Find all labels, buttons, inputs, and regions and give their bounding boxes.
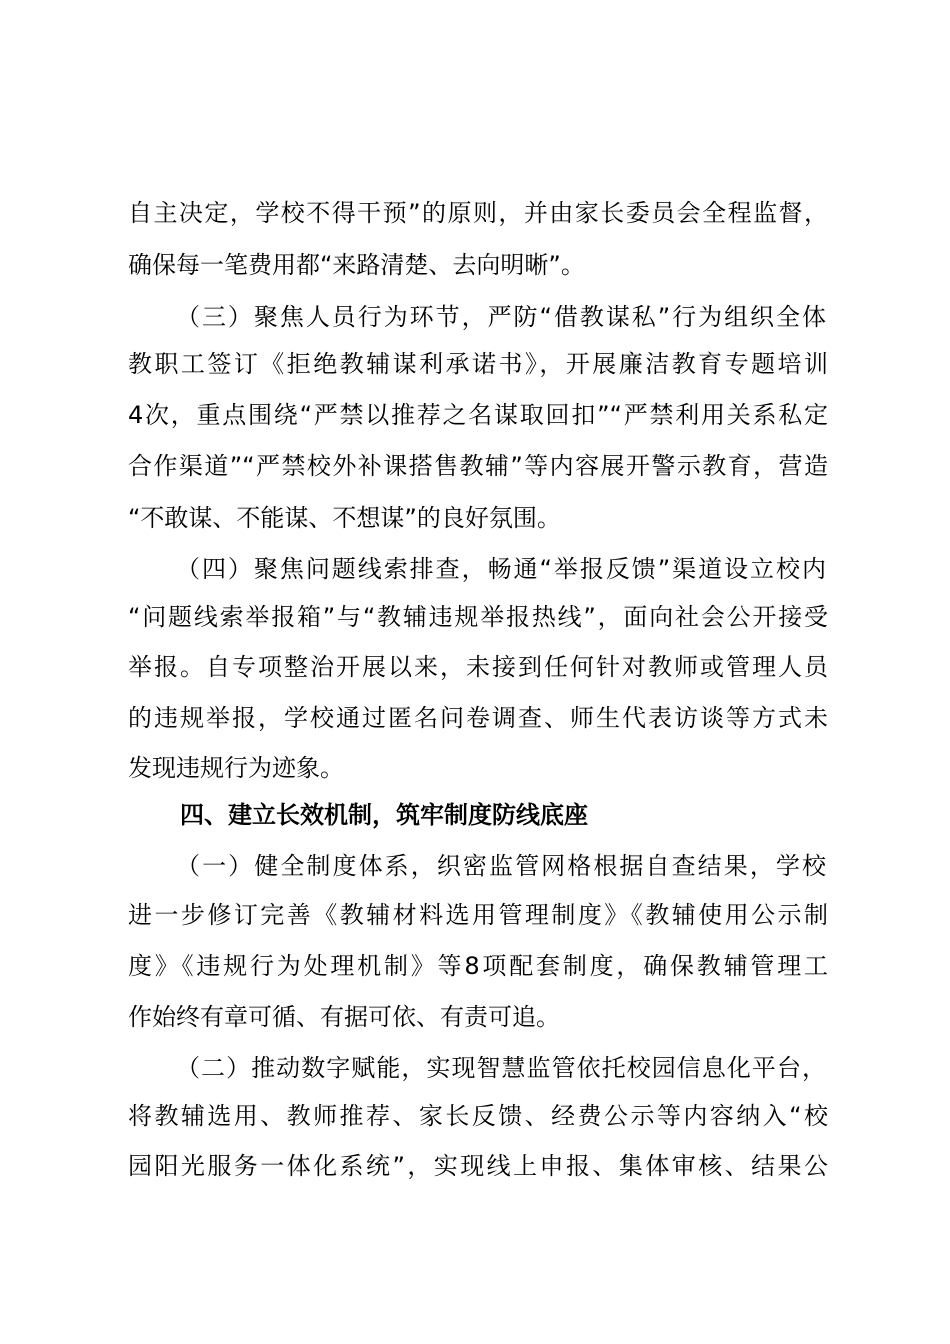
paragraph-line-2: 确保每一笔费用都“来路清楚、去向明晰”。 (128, 251, 585, 279)
paragraph-line-17: 作始终有章可循、有据可依、有责可追。 (128, 1003, 560, 1031)
paragraph-line-20: 园阳光服务一体化系统”，实现线上申报、集体审核、结果公 (128, 1152, 828, 1180)
paragraph-line-6: 合作渠道”“严禁校外补课搭售教辅”等内容展开警示教育，营造 (128, 452, 828, 480)
paragraph-line-16: 度》《违规行为处理机制》等8项配套制度，确保教辅管理工 (128, 952, 828, 980)
paragraph-line-18: （二）推动数字赋能，实现智慧监管依托校园信息化平台， (176, 1054, 826, 1082)
paragraph-line-4: 教职工签订《拒绝教辅谋利承诺书》，开展廉洁教育专题培训 (128, 350, 828, 378)
paragraph-line-1: 自主决定，学校不得干预”的原则，并由家长委员会全程监督， (128, 199, 828, 227)
paragraph-line-11: 的违规举报，学校通过匿名问卷调查、师生代表访谈等方式未 (128, 704, 828, 732)
paragraph-line-19: 将教辅选用、教师推荐、家长反馈、经费公示等内容纳入“校 (128, 1102, 828, 1130)
paragraph-line-8: （四）聚焦问题线索排查，畅通“举报反馈”渠道设立校内 (176, 555, 826, 583)
paragraph-line-15: 进一步修订完善《教辅材料选用管理制度》《教辅使用公示制 (128, 901, 828, 929)
section-heading: 四、建立长效机制，筑牢制度防线底座 (180, 801, 588, 829)
paragraph-line-9: “问题线索举报箱”与“教辅违规举报热线”，面向社会公开接受 (128, 603, 828, 631)
paragraph-line-10: 举报。自专项整治开展以来，未接到任何针对教师或管理人员 (128, 653, 828, 681)
paragraph-line-7: “不敢谋、不能谋、不想谋”的良好氛围。 (128, 504, 561, 532)
paragraph-line-14: （一）健全制度体系，织密监管网格根据自查结果，学校 (176, 852, 826, 880)
paragraph-line-5: 4次，重点围绕“严禁以推荐之名谋取回扣”“严禁利用关系私定 (128, 401, 828, 429)
paragraph-line-12: 发现违规行为迹象。 (128, 754, 344, 782)
paragraph-line-3: （三）聚焦人员行为环节，严防“借教谋私”行为组织全体 (176, 303, 826, 331)
